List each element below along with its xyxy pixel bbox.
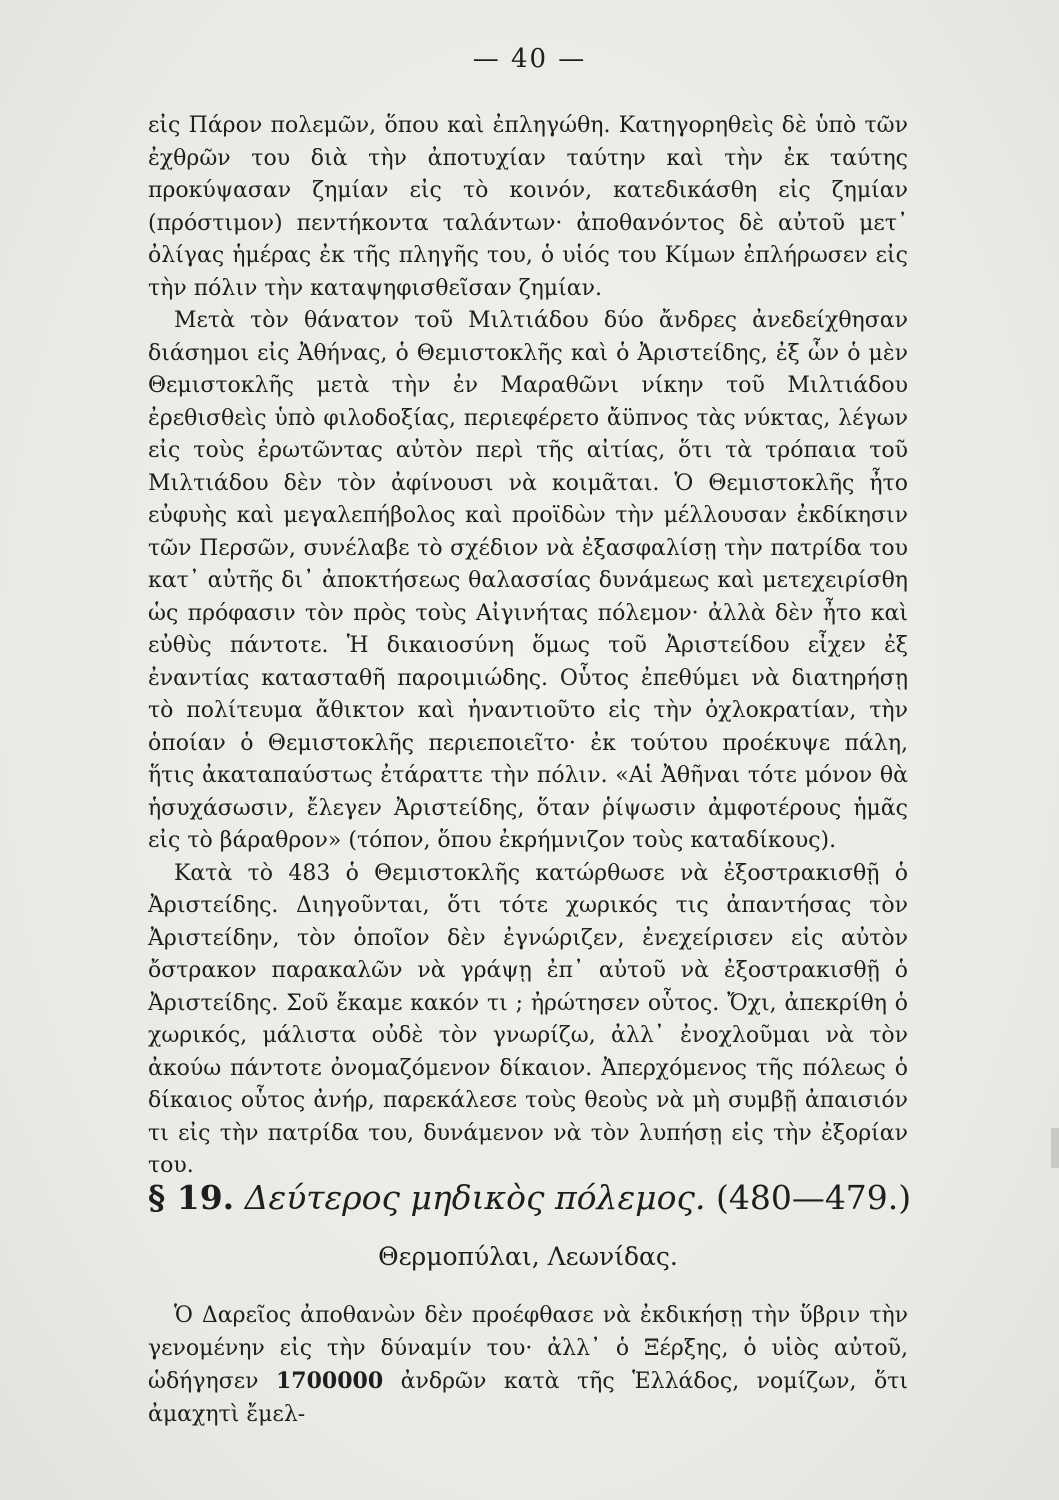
section-title: Δεύτερος μηδικὸς πόλεμος. — [244, 1178, 706, 1217]
paragraph-xerxes-part1: Ὁ Δαρεῖος ἀποθανὼν δὲν προέφθασε νὰ ἐκδικήσῃ τὴν ὕβριν τὴν γενομένην εἰς τὴν δύναμίν του· ἀλλ᾽ ὁ Ξέρξης, ὁ υἱὸς αὐτοῦ, ὡδήγησεν — [148, 1303, 908, 1394]
paragraph-ostracism: Κατὰ τὸ 483 ὁ Θεμιστοκλῆς κατώρθωσε νὰ ἐξοστρακισθῇ ὁ Ἀριστείδης. Διηγοῦνται, ὅτι τότε χωρικός τις ἀπαντήσας τὸν Ἀριστείδην, τὸν ὁποῖον δὲν ἐγνώριζεν, ἐνεχείρισεν εἰς αὐτὸν ὄστρακον παρακαλῶν νὰ γράψῃ ἐπ᾽ αὐτοῦ νὰ ἐξοστρακισθῇ ὁ Ἀριστείδης. Σοῦ ἔκαμε κακόν τι ; ἠρώτησεν οὗτος. Ὄχι, ἀπεκρίθη ὁ χωρικός, μάλιστα οὐδὲ τὸν γνωρίζω, ἀλλ᾽ ἐνοχλοῦμαι νὰ τὸν ἀκούω πάντοτε ὀνομαζόμενον δίκαιον. Ἀπερχόμενος τῆς πόλεως ὁ δίκαιος οὗτος ἀνήρ, παρεκάλεσε τοὺς θεοὺς νὰ μὴ συμβῇ ἀπαισιόν τι εἰς τὴν πατρίδα του, δυνάμενον νὰ τὸν λυπήσῃ εἰς τὴν ἐξορίαν του. — [148, 860, 908, 1178]
margin-mark — [1051, 1128, 1059, 1168]
body-text-top — [148, 110, 908, 1183]
paragraph-xerxes-part2: ἀνδρῶν κατὰ τῆς Ἑλλάδος, νομίζων, ὅτι ἀμαχητὶ ἔμελ- — [148, 1369, 908, 1427]
paragraph-xerxes — [148, 1300, 908, 1431]
section-years: (480—479.) — [715, 1178, 912, 1217]
paragraph-miltiades-end: εἰς Πάρον πολεμῶν, ὅπου καὶ ἐπληγώθη. Κατηγορηθεὶς δὲ ὑπὸ τῶν ἐχθρῶν του διὰ τὴν ἀποτυχίαν ταύτην καὶ τὴν ἐκ ταύτης προκύψασαν ζημίαν εἰς τὸ κοινόν, κατεδικάσθη εἰς ζημίαν (πρόστιμον) πεντήκοντα ταλάντων· ἀποθανόντος δὲ αὐτοῦ μετ᾽ ὀλίγας ἡμέρας ἐκ τῆς πληγῆς του, ὁ υἱός του Κίμων ἐπλήρωσεν εἰς τὴν πόλιν τὴν καταψηφισθεῖσαν ζημίαν. — [148, 113, 908, 301]
section-number: § 19. — [148, 1178, 235, 1217]
section-subtitle: Θερμοπύλαι, Λεωνίδας. — [378, 1242, 678, 1271]
army-size-number: 1700000 — [275, 1368, 384, 1394]
body-text-bottom — [148, 1300, 908, 1431]
section-heading — [148, 1178, 912, 1217]
page-number: — 40 — — [472, 44, 587, 74]
paragraph-themistocles-aristides: Μετὰ τὸν θάνατον τοῦ Μιλτιάδου δύο ἄνδρες ἀνεδείχθησαν διάσημοι εἰς Ἀθήνας, ὁ Θεμιστοκλῆς καὶ ὁ Ἀριστείδης, ἐξ ὧν ὁ μὲν Θεμιστοκλῆς μετὰ τὴν ἐν Μαραθῶνι νίκην τοῦ Μιλτιάδου ἐρεθισθεὶς ὑπὸ φιλοδοξίας, περιεφέρετο ἄϋπνος τὰς νύκτας, λέγων εἰς τοὺς ἐρωτῶντας αὐτὸν περὶ τῆς αἰτίας, ὅτι τὰ τρόπαια τοῦ Μιλτιάδου δὲν τὸν ἀφίνουσι νὰ κοιμᾶται. Ὁ Θεμιστοκλῆς ἦτο εὐφυὴς καὶ μεγαλεπήβολος καὶ προϊδὼν τὴν μέλλουσαν ἐκδίκησιν τῶν Περσῶν, συνέλαβε τὸ σχέδιον νὰ ἐξασφαλίσῃ τὴν πατρίδα του κατ᾽ αὐτῆς δι᾽ ἀποκτήσεως θαλασσίας δυνάμεως καὶ μετεχειρίσθη ὡς πρόφασιν τὸν πρὸς τοὺς Αἰγινήτας πόλεμον· ἀλλὰ δὲν ἦτο καὶ εὐθὺς πάντοτε. Ἡ δικαιοσύνη ὅμως τοῦ Ἀριστείδου εἶχεν ἐξ ἐναντίας κατασταθῆ παροιμιώδης. Οὗτος ἐπεθύμει νὰ διατηρήσῃ τὸ πολίτευμα ἄθικτον καὶ ἠναντιοῦτο εἰς τὴν ὀχλοκρατίαν, τὴν ὁποίαν ὁ Θεμιστοκλῆς περιεποιεῖτο· ἐκ τούτου προέκυψε πάλη, ἥτις ἀκαταπαύστως ἐτάραττε τὴν πόλιν. «Αἱ Ἀθῆναι τότε μόνον θὰ ἡσυχάσωσιν, ἔλεγεν Ἀριστείδης, ὅταν ῥίψωσιν ἀμφοτέρους ἡμᾶς εἰς τὸ βάραθρον» (τόπον, ὅπου ἐκρήμνιζον τοὺς καταδίκους). — [148, 308, 908, 853]
